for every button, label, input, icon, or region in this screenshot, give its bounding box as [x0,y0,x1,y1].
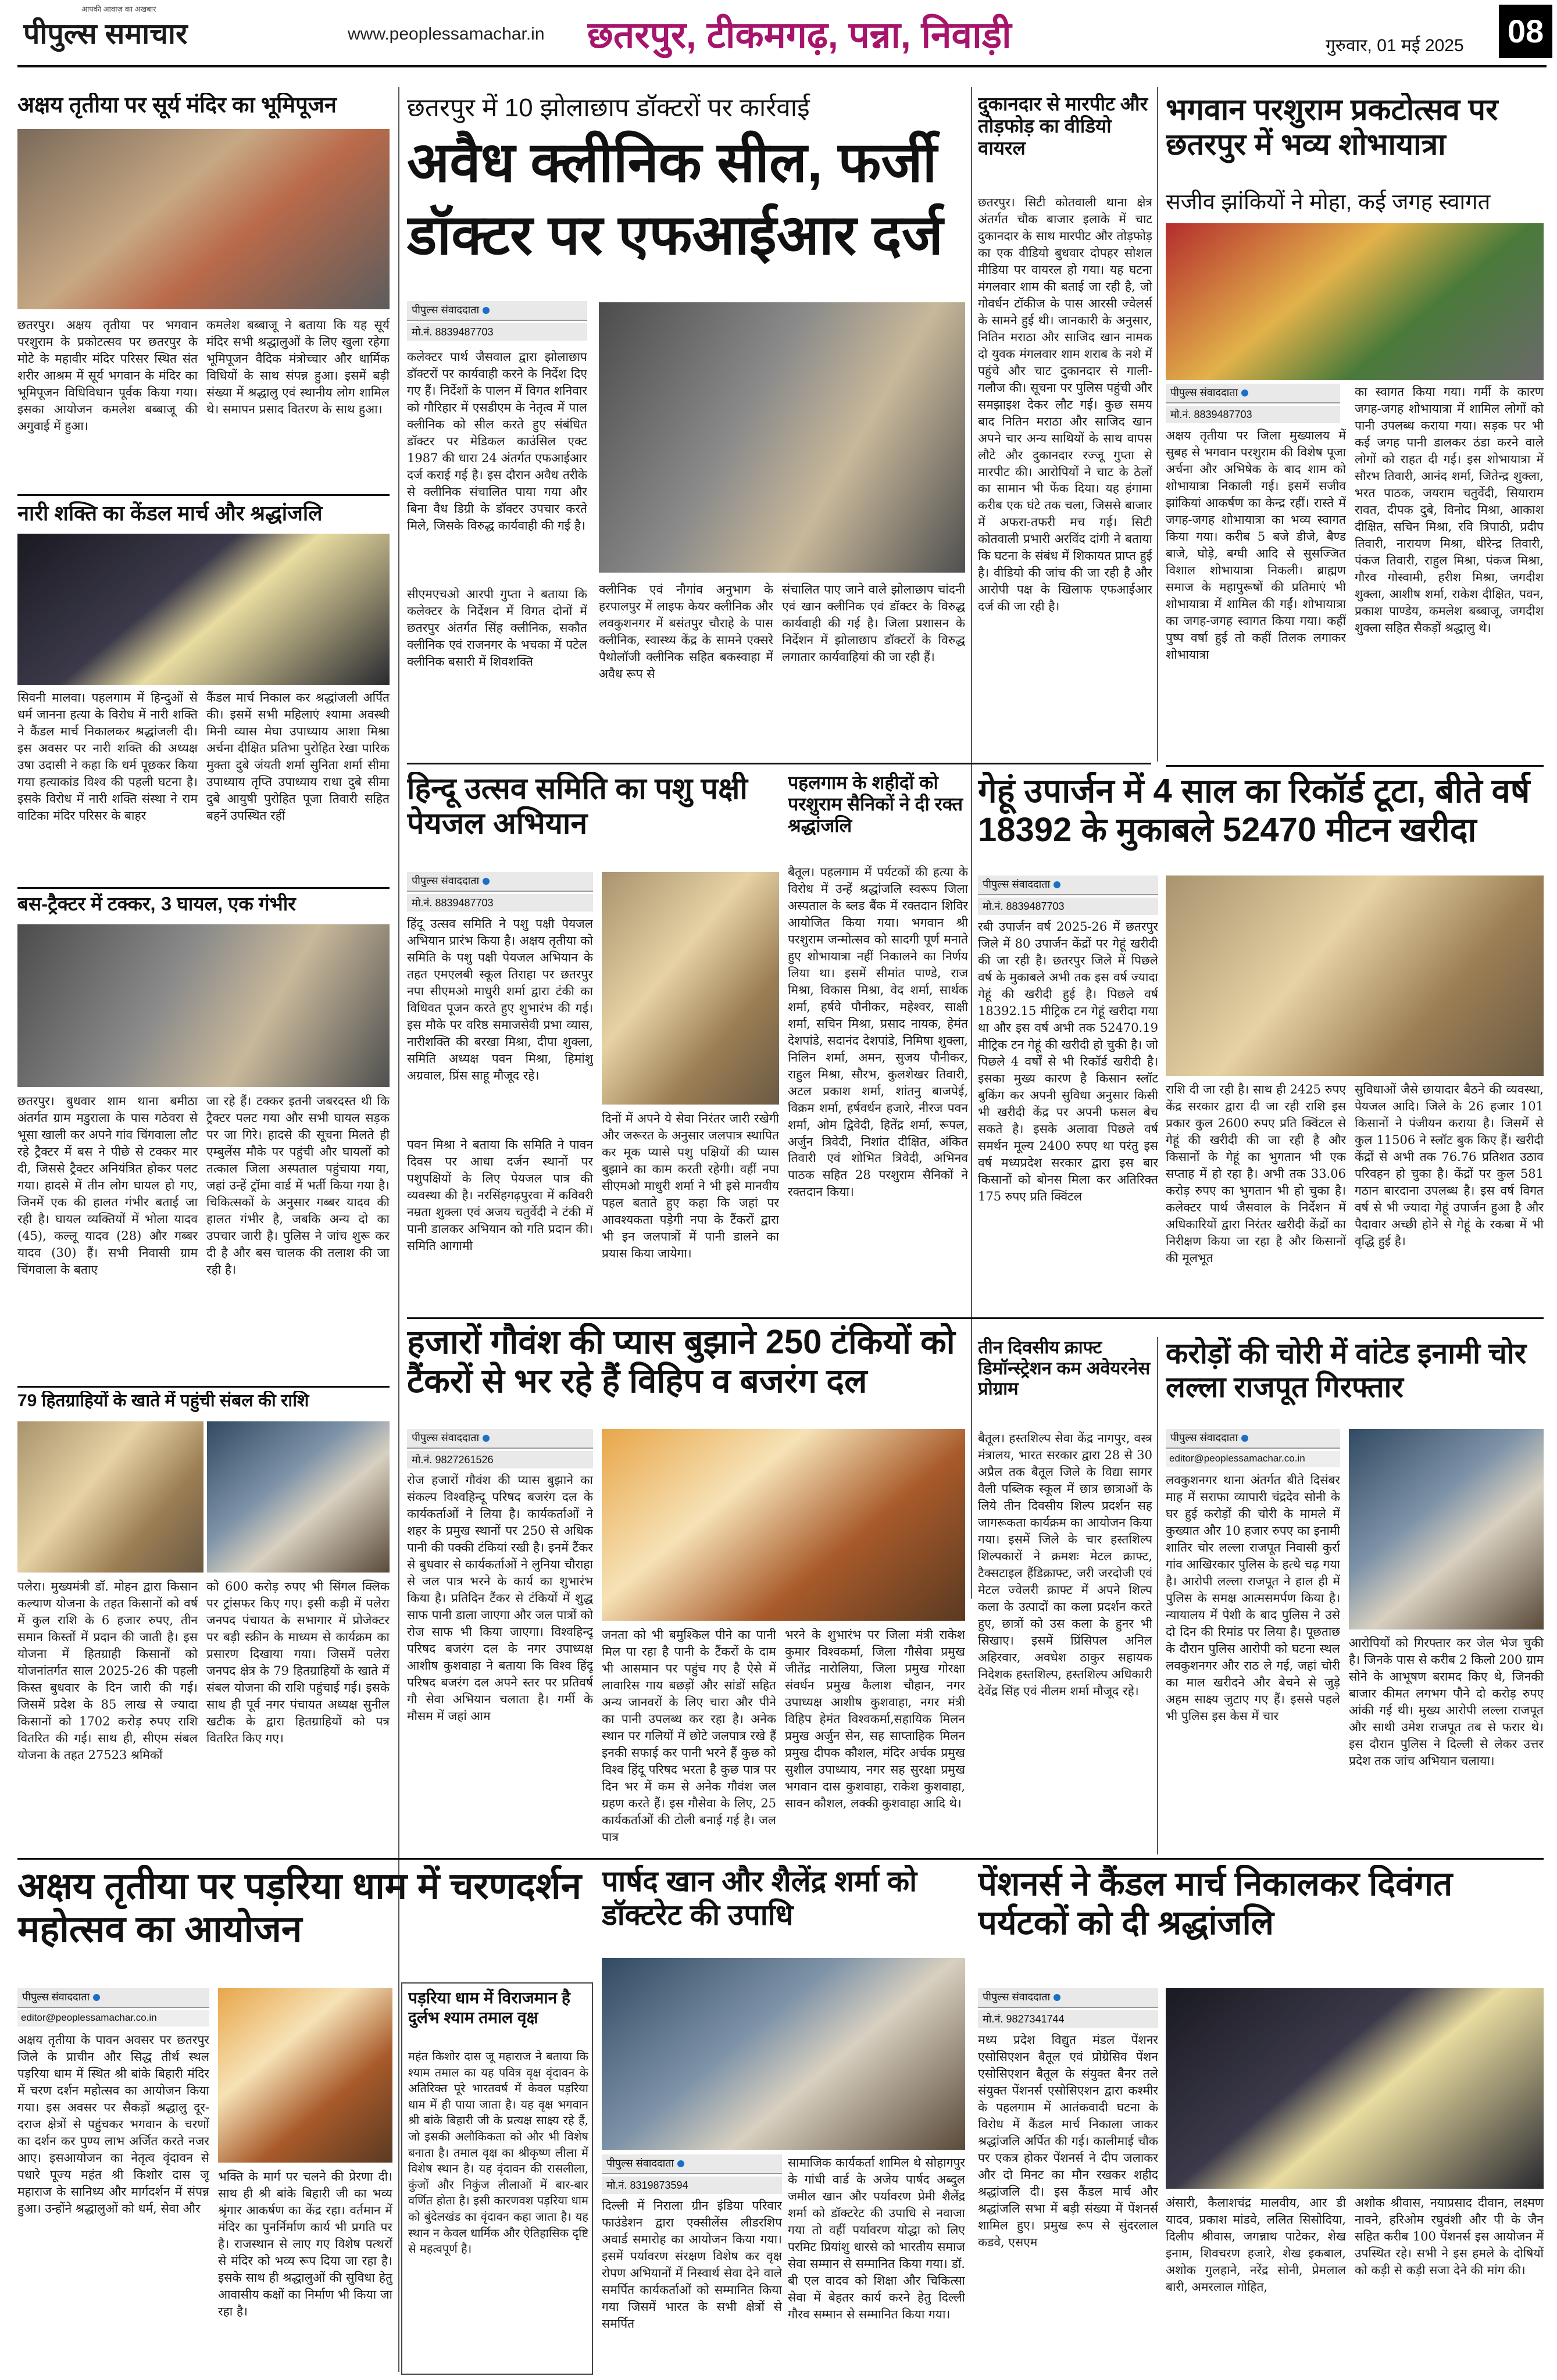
byline-dot-icon [483,1435,490,1442]
story-sambal-headline: 79 हितग्राहियों के खाते में पहुंची संबल की राशि [17,1391,309,1410]
story-divider [17,887,390,889]
story-gauvansh-text-b: जनता को भी बमुश्किल पीने का पानी मिल पा रहा है पानी के टैंकरों के दाम भी आसमान पर पहुंच गए है ऐसे में लावारिस गाय बछड़ों और सांडों सहित अन्य जानवरों के लिए चारा और पीने का पानी उपलब्ध कर रहा है। अनेक स्थान पर गलियों में छोटे जलपात्र रखे हैं इनकी सफाई कर पानी भरने हैं कुछ को विश्व हिंदू परिषद भरता है कुछ पात्र पर दिन भर में कम से अनेक गौवंश जल ग्रहण करते हैं। इस गौसेवा के लिए, 25 कार्यकर्ताओं की टोली बनाई गई है। जल पात्र [602,1628,776,1844]
story-pensioners-mob [978,2010,1158,2028]
byline-dot-icon [93,1994,100,2001]
story-chor-text-b: आरोपियों को गिरफ्तार कर जेल भेज चुकी है। जिनके पास से करीब 2 किलो 200 ग्राम सोने के आभूषण बरामद किए थे, जिनकी बाजार कीमत लगभग पौने दो करोड़ रुपए आंकी गई थी। मुख्य आरोपी लल्ला राजपूत और साथी उमेश राजपूत तब से फरार थे। इस दौरान पुलिस ने दिल्ली से लेकर उत्तर प्रदेश तक जांच अभियान चलाया। [1349,1636,1544,1768]
story-surya-mandir-text-a: छतरपुर। अक्षय तृतीया पर भगवान परशुराम के प्रकोटत्सव पर छतरपुर के मोटे के महावीर मंदिर परिसर स्थित संत शरीर आश्रम में सूर्य भगवान के मंदिर का भूमिपूजन विधिविधान पूर्वक किया गया। इसका आयोजन कमलेश बब्बाजू की अगुवाई में हुआ। [17,318,198,433]
story-sambal-photo-1 [17,1421,203,1573]
mob-label: मो.नं. [412,326,433,338]
story-marpeet-headline: दुकानदार से मारपीट और तोड़फोड़ का वीडियो वायरल [978,93,1148,159]
story-wheat-headline: गेहूं उपार्जन में 4 साल का रिकॉर्ड टूटा, बीते वर्ष 18392 के मुकाबले 52470 मीटन खरीदा [978,772,1530,849]
story-divider [17,1386,390,1388]
story-naari-shakti-text-a: सिवनी मालवा। पहलगाम में हिन्दुओं से धर्म जानना हत्या के विरोध में नारी शक्ति ने कैंडल मार्च निकालकर श्रद्धांजली दी। इस अवसर पर नारी शक्ति की अध्यक्ष उषा उदासी ने कहा कि धर्म पूछकर किया गया हत्याकांड विश्व की पहली घटना है। इसके विरोध में नारी शक्ति संस्था ने राम वाटिका मंदिर परिसर के बाहर [17,691,198,823]
story-padriya-photo [218,1988,392,2163]
story-marpeet-text: छतरपुर। सिटी कोतवाली थाना क्षेत्र अंतर्गत चौक बाजार इलाके में चाट दुकानदार के साथ मारपीट और तोड़फोड़ का एक वीडियो बुधवार दोपहर सोशल मीडिया पर वायरल हो गया। यह घटना मंगलवार शाम की बताई जा रही है, जो गोवर्धन टॉकीज के पास आरसी ज्वेलर्स के सामने हुई थी। जानकारी के अनुसार, नितिन मराठा और साजिद खान नामक दो युवक मंगलवार शाम शराब के नशे में पहुंचे और चाट दुकानदार से गाली-गलौज की। सूचना पर पुलिस पहुंची और समझाइश देकर लौट गई। कुछ समय बाद नितिन मराठा और साजिद खान अपने चार अन्य साथियों के साथ वापस लौटे और दुकानदार रज्जू गुप्ता से मारपीट की। आरोपियों ने चाट के ठेलों का सामान भी फेंक दिया। यह हंगामा करीब एक घंटे तक चला, जिससे बाजार में अफरा-तफरी मच गई। सिटी कोतवाली प्रभारी अरविंद दांगी ने बताया कि घटना के संबंध में शिकायत प्राप्त हुई है। वीडियो की जांच की जा रही है और आरोपी पक्ष के खिलाफ एफआईआर दर्ज की जा रही है। [978,195,1152,614]
story-parshuram-photo [1166,223,1544,380]
story-divider [17,1858,1544,1860]
masthead-logo: पीपुल्स समाचार [23,17,188,50]
story-wheat-photo [1166,875,1544,1076]
story-doctorate-text-a: दिल्ली में निराला ग्रीन इंडिया परिवार फाउंडेशन द्वारा एक्सीलेंस लीडरशिप अवार्ड समारोह का आयोजन किया गया। इसमें पर्यावरण संरक्षण विशेष कर वृक्ष रोपण अभियानों में निस्वार्थ सेवा देने वाले समर्पित कार्यकर्ताओं को सम्मानित किया गया जिसमें भारत के सभी क्षेत्रों से समर्पित [602,2199,782,2331]
story-wheat-mob [978,898,1158,915]
story-wheat-text-a: रबी उपार्जन वर्ष 2025-26 में छतरपुर जिले में 80 उपार्जन केंद्रों पर गेहूं खरीदी की जा रही है। छतरपुर जिले में पिछले वर्ष के मुकाबले अभी तक इस वर्ष ज्यादा गेहूं की खरीदी हुई है। पिछले वर्ष 18392.15 मीट्रिक टन गेहूं खरीदा गया था और इस वर्ष अभी तक 52470.19 मीट्रिक टन गेहूं की खरीदी हो चुकी है। जो पिछले 4 वर्षों से भी रिकॉर्ड खरीदी है। इसका मुख्य कारण है किसान स्लॉट बुकिंग कर अपनी सुविधा अनुसार किसी भी खरीदी केंद्र पर अपनी फसल बेच सकते है। इसके अलावा पिछले वर्ष समर्थन मूल्य 2400 रुपए था परंतु इस वर्ष मध्यप्रदेश सरकार द्वारा इस बार किसानों को बोनस मिला कर अतिरिक्त 175 रुपए प्रति क्विंटल [978,920,1158,1203]
masthead-tagline: आपकी आवाज़ का अखबार [81,5,156,13]
byline-dot-icon [1241,389,1248,396]
byline-reporter: पीपुल्स संवाददाता [22,1991,90,2003]
story-surya-mandir-headline: अक्षय तृतीया पर सूर्य मंदिर का भूमिपूजन [17,93,337,117]
story-gauvansh-byline [407,1429,593,1449]
lead-text-a: कलेक्टर पार्थ जैसवाल द्वारा झोलाछाप डॉक्टरों पर कार्यवाही करने के निर्देश दिए गए हैं। निर्देशों के पालन में विगत शनिवार को गौरिहार में एसडीएम के नेतृत्व में पाल क्लीनिक को सील करते हुए संबंधित डॉक्टर पर मेडिकल काउंसिल एक्ट 1987 की धारा 24 अंतर्गत एफआईआर दर्ज कराई गई है। इस दौरान अवैध तरीके से क्लीनिक संचालित पाया गया और बिना वैध डिग्री के डॉक्टर उपचार करते मिले, जिसके विरुद्ध कार्यवाही की गई है। [407,350,587,533]
column-rule [971,87,972,1599]
mob-label: मो.नं. [983,900,1004,912]
story-divider [17,494,390,496]
story-gauvansh-text-a: रोज हजारों गौवंश की प्यास बुझाने का संकल्प विश्वहिन्दू परिषद बजरंग दल के कार्यकर्ताओं ने लिया है। कार्यकर्ताओं ने शहर के प्रमुख स्थानों पर 250 से अधिक पानी की पक्की टंकियां रखी है। इनमें टैंकर से बुधवार से कार्यकर्ताओं ने लुनिया चौराहा से जल पात्र भरने के कार्य का शुभारंभ किया है। प्रतिदिन टैंकर से टंकियों में शुद्ध साफ पानी डाला जाएगा और जल पात्रों को रोज साफ भी किया जाएगा। विश्वहिन्दू परिषद बजरंग दल के नगर उपाध्यक्ष आशीष कुशवाहा ने बताया कि विश्व हिंदू परिषद बजरंग दल अपने स्तर पर प्रतिवर्ष गौ सेवा अभियान चलाता है। गर्मी के मौसम में जहां आम [407,1473,593,1723]
lead-headline: अवैध क्लीनिक सील, फर्जी डॉक्टर पर एफआईआर दर्ज [407,131,943,266]
story-pensioners-text-b: अंसारी, कैलाशचंद्र मालवीय, आर डी यादव, प्रकाश मांडवे, ललित सिसोदिया, दिलीप श्रीवास, जगन्नाथ पाटेकर, शेख इनाम, शिवचरण हजारे, शेख इकबाल, अशोक गुलहाने, नरेंद्र सोनी, प्रेमलाल बारी, अमरलाल गोहित, [1166,2196,1346,2294]
lead-text-b: सीएमएचओ आरपी गुप्ता ने बताया कि कलेक्टर के निर्देशन में विगत दोनों में छतरपुर अंतर्गत सिंह क्लीनिक, सकौत क्लीनिक एवं राजनगर के भचका में पटेल क्लीनिक बसारी में शिवशक्ति [407,587,587,669]
mob-number: 8839487703 [435,897,494,909]
story-pensioners-photo [1166,1988,1544,2189]
page-number: 08 [1499,5,1552,58]
story-gauvansh-mob [407,1451,593,1468]
story-pahalgam-headline: पहलगाम के शहीदों को परशुराम सैनिकों ने दी रक्त श्रद्धांजलि [788,772,963,836]
sidebar-headline: पड़रिया धाम में विराजमान है दुर्लभ श्याम तमाल वृक्ष [408,1989,570,2027]
mob-label: मो.नं. [606,2179,627,2191]
masthead-date: गुरुवार, 01 मई 2025 [1326,36,1464,55]
lead-kicker: छतरपुर में 10 झोलाछाप डॉक्टरों पर कार्रवाई [407,94,810,122]
masthead-places: छतरपुर, टीकमगढ़, पन्ना, निवाड़ी [587,14,1012,56]
story-chor-email[interactable]: editor@peoplessamachar.co.in [1166,1451,1340,1467]
story-bus-tractor-text-a: छतरपुर। बुधवार शाम थाना बमीठा अंतर्गत ग्राम मडुराला के पास गठेवरा से भूसा खाली कर अपने गांव चिंगवाला लौट रहे ट्रैक्टर में बस ने पीछे से टक्कर मार दी, जिससे ट्रैक्टर अनियंत्रित होकर पलट गया। हादसे में तीन लोग घायल हो गए, जिनमें एक की हालत गंभीर बताई जा रही है। घायल व्यक्तियों में भोला यादव (45), कल्लू यादव (28) और गब्बर यादव (30) हैं। सभी निवासी ग्राम चिंगवाला के बताए [17,1094,198,1277]
byline-reporter: पीपुल्स संवाददाता [606,2157,674,2169]
story-pahalgam-text: बैतूल। पहलगाम में पर्यटकों की हत्या के विरोध में उन्हें श्रद्धांजलि स्वरूप जिला अस्पताल के ब्लड बैंक में रक्तदान शिविर आयोजित किया गया। भगवान श्री परशुराम जन्मोत्सव को सादगी पूर्ण मनाते हुए शोभायात्रा नहीं निकालने का निर्णय लिया था। इसमें सीमांत पाण्डे, राज मिश्रा, विकास मिश्रा, वेद शर्मा, सार्थक शर्मा, हर्षवे पौनीकर, महेश्वर, साक्षी शर्मा, सचिन मिश्रा, प्रसाद नायक, हेमंत देशपांडे, सदानंद देशपांडे, निमिषा शुक्ला, निलिन शर्मा, अमन, सुजय पौनीकर, राहुल मिश्रा, सौरभ, कुलशेखर तिवारी, अटल प्रकाश शर्मा, शांतनु बाजपेई, विक्रम शर्मा, हर्षवर्धन हजारे, नीरज पवन शर्मा, ओम द्विवेदी, हितेंद्र शर्मा, रूपल, अर्जुन त्रिवेदी, निशांत दीक्षित, अंकित तिवारी एवं शोभित त्रिवेदी, अभिनव पाठक सहित 28 परशुराम सैनिकों ने रक्तदान किया। [788,865,968,1199]
story-pashu-text-b: पवन मिश्रा ने बताया कि समिति ने पावन दिवस पर आधा दर्जन स्थानों पर पशुपक्षियों के लिए पेयजल पात्र की व्यवस्था की है। नरसिंहगढ़पुरवा में कविवरी नम्रता शुक्ला एवं अजय चतुर्वेदी ने टंकी में पानी डालकर अभियान को गति प्रदान की। समिति आगामी [407,1138,593,1253]
story-divider [407,1317,1544,1319]
story-surya-mandir-photo [17,129,390,309]
column-rule [1157,87,1158,762]
column-rule [398,87,399,2372]
column-rule [1157,1337,1158,1854]
byline-dot-icon [483,878,490,885]
story-doctorate-text-b: सामाजिक कार्यकर्ता शामिल थे सोहागपुर के गांधी वार्ड के अजेय पार्षद अब्दुल जमील खान और पर्यावरण प्रेमी शैलेंद्र शर्मा को डॉक्टरेट की उपाधि से नवाजा गया तो वहीं पर्यावरण योद्धा को लिए परमिट प्रियांशु धारसे को भारतीय समाज सेवा सम्मान से सम्मानित किया गया। डॉ. बी एल वादव को शिक्षा और चिकित्सा सेवा में बेहतर कार्य करने हेतु दिल्ली गौरव सम्मान से सम्मानित किया गया। [788,2156,965,2321]
story-padriya-headline: अक्षय तृतीया पर पड़रिया धाम में चरणदर्शन महोत्सव का आयोजन [17,1865,581,1950]
sidebar-text: महंत किशोर दास जू महाराज ने बताया कि श्याम तमाल का यह पवित्र वृक्ष वृंदावन के अतिरिक्त पूरे भारतवर्ष में केवल पड़रिया धाम में ही पाया जाता है। यह वृक्ष भगवान श्री बांके बिहारी जी के प्रत्यक्ष साक्ष्य रहे हैं, जो इसकी अलौकिकता को और भी विशेष बनाता है। तमाल वृक्ष का श्रीकृष्ण लीला में विशेष स्थान है। यह वृंदावन की रासलीला, कुंजों और निकुंज लीलाओं में बार-बार वर्णित होता है। इसी कारणवश पड़रिया धाम को बुंदेलखंड का वृंदावन कहा जाता है। यह स्थान न केवल धार्मिक और ऐतिहासिक दृष्टि से महत्वपूर्ण है। [408,2049,588,2256]
mob-label: मो.नं. [1170,409,1191,420]
story-bus-tractor-photo [17,924,390,1087]
story-gauvansh-headline: हजारों गौवंश की प्यास बुझाने 250 टंकियों को टैंकरों से भर रहे हैं विहिप व बजरंग दल [407,1323,955,1400]
story-naari-shakti-headline: नारी शक्ति का केंडल मार्च और श्रद्धांजलि [17,501,323,525]
story-sambal-text-b: को 600 करोड़ रुपए भी सिंगल क्लिक पर ट्रांसफर किए गए। इसी कड़ी में पलेरा जनपद पंचायत के सभागार में प्रोजेक्टर पर बड़ी स्क्रीन के माध्यम से कार्यक्रम का प्रसारण दिखाया गया। जिसमें पलेरा जनपद क्षेत्र के 79 हितग्राहियों के खाते में संबल योजना की राशि पहुंचाई गई। इसके साथ ही पूर्व नगर पंचायत अध्यक्ष सुनील खटीक के द्वारा हितग्राहियों को पत्र वितरित किए गए। [206,1579,390,1745]
byline-dot-icon [677,2160,684,2167]
masthead-url[interactable]: www.peoplessamachar.in [348,24,545,44]
story-parshuram-byline [1166,384,1340,403]
mob-number: 8839487703 [1194,409,1252,420]
byline-dot-icon [483,307,490,314]
story-pashu-text-a: हिंदू उत्सव समिति ने पशु पक्षी पेयजल अभियान प्रारंभ किया है। अक्षय तृतीया को समिति के पशु पक्षी पेयजल अभियान के तहत एमएलबी स्कूल तिराहा पर छतरपुर नपा सीएमओ माधुरी शर्मा द्वारा टंकी का विधिवत पूजन करते हुए शुभारंभ की गई। इस मौके पर वरिष्ठ समाजसेवी प्रभा व्यास, नारीशक्ति की बरखा मिश्रा, दीपा शुक्ला, समिति अध्यक्ष पवन मिश्रा, हिमांशु अग्रवाल, प्रिंस साहू मौजूद रहे। [407,917,593,1082]
story-doctorate-byline [602,2154,782,2174]
story-padriya-text-b: भक्ति के मार्ग पर चलने की प्रेरणा दी। साथ ही श्री बांके बिहारी जी का भव्य श्रृंगार आकर्षण का केंद्र रहा। वर्तमान में मंदिर का पुनर्निर्माण कार्य भी प्रगति पर है। राजस्थान से लाए गए विशेष पत्थरों से मंदिर को भव्य रूप दिया जा रहा है। इसके साथ ही श्रद्धालुओं की सुविधा हेतु आवासीय कक्षों का निर्माण भी किया जा रहा है। [218,2170,392,2318]
story-parshuram-kicker: सजीव झांकियों ने मोहा, कई जगह स्वागत [1166,190,1491,215]
mob-label: मो.नं. [412,1454,433,1466]
byline-reporter: पीपुल्स संवाददाता [983,878,1051,890]
byline-reporter: पीपुल्स संवाददाता [412,875,480,887]
story-bus-tractor-headline: बस-ट्रैक्टर में टक्कर, 3 घायल, एक गंभीर [17,893,296,914]
story-padriya-email[interactable]: editor@peoplessamachar.co.in [17,2010,209,2027]
story-parshuram-headline: भगवान परशुराम प्रकटोत्सव पर छतरपुर में भव्य शोभायात्रा [1166,93,1498,162]
masthead [0,0,1557,65]
lead-text-c: क्लीनिक एवं नौगांव अनुभाग के हरपालपुर में लाइफ केयर क्लीनिक और लवकुशनगर में बसंतपुर चौराहे के पास क्लीनिक, स्वास्थ्य केंद्र के सामने एक्सरे पैथोलॉजी क्लीनिक सहित बकस्वाहा में अवैध रूप से [599,583,773,681]
lead-byline [407,301,587,321]
story-chor-byline [1166,1429,1340,1449]
story-padriya-sidebar [401,1982,593,2375]
story-chor-photo [1349,1429,1544,1629]
mob-number: 8319873594 [630,2179,688,2191]
story-pashu-photo [602,872,779,1105]
lead-text-d: संचालित पाए जाने वाले झोलाछाप चांदनी एवं खान क्लीनिक एवं डॉक्टर के विरुद्ध कार्यवाही की गई है। जिला प्रशासन के निर्देशन में झोलाछाप डॉक्टरों के विरुद्ध लगातार कार्यवाहियां की जा रही हैं। [782,583,965,664]
mob-label: मो.नं. [983,2013,1004,2025]
mob-number: 8839487703 [435,326,494,338]
story-parshuram-text-a: अक्षय तृतीया पर जिला मुख्यालय में सुबह से भगवान परशुराम की विशेष पूजा अर्चना और अभिषेक के बाद शाम को शोभायात्रा निकाली गई। इसमें सजीव झांकियां आकर्षण का केन्द्र रहीं। रास्ते में जगह-जगह शोभायात्रा का भव्य स्वागत किया गया। करीब 5 बजे डीजे, बैण्ड बाजे, घोड़े, बग्घी आदि से सुसज्जित विशाल शोभायात्रा निकली। ब्राह्मण समाज के महापुरूषों की प्रतिमाएं भी शोभायात्रा में शामिल की गईं। शोभायात्रा का जगह-जगह स्वागत किया गया। कहीं पुष्प वर्षा हुई तो कहीं तिलक लगाकर शोभायात्रा [1166,428,1346,662]
story-pashu-mob [407,894,593,912]
masthead-rule [17,65,1547,67]
story-padriya-text-a: अक्षय तृतीया के पावन अवसर पर छतरपुर जिले के प्राचीन और सिद्ध तीर्थ स्थल पड़रिया धाम में स्थित श्री बांके बिहारी मंदिर में चरण दर्शन महोत्सव का आयोजन किया गया। इस अवसर पर सैकड़ों श्रद्धालु दूर-दराज क्षेत्रों से पहुंचकर भगवान के चरणों का दर्शन कर पुण्य लाभ अर्जित करते नजर आए। इसआयोजन का नेतृत्व वृंदावन से पधारे पूज्य महंत श्री किशोर दास जू महाराज के सानिध्य और मार्गदर्शन में संपन्न हुआ। उन्होंने श्रद्धालुओं को धर्म, सेवा और [17,2033,209,2215]
story-pensioners-text-c: अशोक श्रीवास, नयाप्रसाद दीवान, लक्ष्मण नावने, हरिओम रघुवंशी और पी के जैन सहित करीब 100 पेंशनर्स इस आयोजन में उपस्थित रहे। सभी ने इस हमले के दोषियों को कड़ी से कड़ी सजा देने की मांग की। [1355,2196,1544,2277]
story-padriya-byline [17,1988,209,2008]
story-doctorate-mob [602,2177,782,2194]
story-gauvansh-photo [602,1429,965,1621]
story-sambal-photo-2 [207,1421,390,1573]
story-doctorate-headline: पार्षद खान और शैलेंद्र शर्मा को डॉक्टरेट की उपाधि [602,1865,917,1931]
story-surya-mandir-text-b: कमलेश बब्बाजू ने बताया कि यह सूर्य मंदिर सभी श्रद्धालुओं के लिए खुला रहेगा भूमिपूजन वैदिक मंत्रोच्चार और धार्मिक विधियों के साथ संपन्न हुआ। इसमें बड़ी संख्या में श्रद्धालु एवं स्थानीय लोग शामिल थे। समापन प्रसाद वितरण के साथ हुआ। [206,318,390,416]
story-craft-headline: तीन दिवसीय क्राफ्ट डिमॉन्स्ट्रेशन कम अवेयरनेस प्रोग्राम [978,1337,1151,1399]
story-pensioners-headline: पेंशनर्स ने कैंडल मार्च निकालकर दिवंगत पर्यटकों को दी श्रद्धांजलि [978,1865,1453,1942]
mob-number: 9827341744 [1006,2013,1065,2025]
mob-number: 8839487703 [1006,900,1065,912]
story-chor-text-a: लवकुशनगर थाना अंतर्गत बीते दिसंबर माह में सराफा व्यापारी चंद्रदेव सोनी के घर हुई करोड़ों की चोरी के मामले में कुख्यात और 10 हजार रुपए का इनामी शातिर चोर लल्ला राजपूत निवासी कुर्रा गांव आखिरकार पुलिस के हत्थे चढ़ गया है। आरोपी लल्ला राजपूत ने हाल ही में पुलिस के समक्ष आत्मसमर्पण किया है। न्यायालय में पेशी के बाद पुलिस ने उसे दो दिन की रिमांड पर लिया है। पूछताछ के दौरान पुलिस आरोपी को घटना स्थल लवकुशनगर और राठ ले गई, जहां चोरी का माल खरीदने और बेचने से जुड़े अहम साक्ष्य जुटाए गए हैं। इससे पहले भी पुलिस इस केस में चार [1166,1473,1340,1723]
story-divider [407,763,1151,764]
story-wheat-text-b: राशि दी जा रही है। साथ ही 2425 रुपए केंद्र सरकार द्वारा दी जा रही राशि इस प्रकार कुल 2600 रुपए प्रति क्विंटल से गेहूं की खरीदी की जा रही है और किसानों के गेहूं का भुगतान भी एक सप्ताह में हो रहा है। अभी तक 33.06 करोड़ रुपए का भुगतान भी हो चुका है। कलेक्टर पार्थ जैसवाल के निर्देशन में अधिकारियों द्वारा निरंतर खरीदी केंद्रों का निरीक्षण किया जा रहा है और किसानों की मूलभूत [1166,1082,1346,1265]
story-pensioners-text-a: मध्य प्रदेश विद्युत मंडल पेंशनर एसोसिएशन बैतूल एवं प्रोग्रेसिव पेंशन एसोसिएशन बैतूल के संयुक्त बैनर तले संयुक्त पेंशनर्स एसोसिएशन द्वारा कश्मीर के पहलगाम में आतंकवादी घटना के विरोध में कैंडल मार्च निकाला जाकर श्रद्धांजलि अर्पित की गई। कालीमाई चौक पर एकत्र होकर पेंशनर्स ने दीप जलाकर और दो मिनट का मौन रखकर शहीद श्रद्धांजलि दी। इस कैंडल मार्च और श्रद्धांजलि सभा में बड़ी संख्या में पेंशनर्स शामिल हुए। प्रमुख रूप से सुंदरलाल कडवे, एसएम [978,2033,1158,2249]
story-gauvansh-text-c: भरने के शुभारंभ पर जिला मंत्री राकेश कुमार विश्वकर्मा, जिला गौसेवा प्रमुख जीतेंद्र नारोलिया, जिला प्रमुख गोरक्षा संवर्धन प्रमुख कैलाश चौहान, नगर उपाध्यक्ष आशीष कुशवाहा, नगर मंत्री विहिप हेमंत विश्वकर्मा,सहायिक मिलन प्रमुख अर्जुन सेन, सह साप्ताहिक मिलन प्रमुख दीपक कौशल, मंदिर अर्चक प्रमुख सुशील उपाध्याय, नगर सह सुरक्षा प्रमुख भगवान दास कुशवाहा, राकेश कुशवाहा, सावन कौशल, लक्की कुशवाहा आदि थे। [785,1628,965,1810]
story-pashu-headline: हिन्दू उत्सव समिति का पशु पक्षी पेयजल अभियान [407,772,748,841]
story-divider [1166,765,1544,767]
story-pashu-text-c: दिनों में अपने ये सेवा निरंतर जारी रखेगी और जरूरत के अनुसार जलपात्र स्थापित कर मूक प्यासे पशु पक्षियों की प्यास बुझाने का काम करती रहेगी। वहीं नपा सीएमओ माधुरी शर्मा ने भी इसे मानवीय पहल बताते हुए कहा कि जहां पर आवश्यकता पड़ेगी नपा के टैंकरों द्वारा भी इन जलपात्रों में पानी डालने का प्रयास किया जायेगा। [602,1112,779,1260]
story-parshuram-mob [1166,406,1340,423]
mob-label: मो.नं. [412,897,433,909]
byline-reporter: पीपुल्स संवाददाता [1170,387,1238,398]
byline-reporter: पीपुल्स संवाददाता [1170,1432,1238,1443]
story-pashu-byline [407,872,593,892]
byline-reporter: पीपुल्स संवाददाता [412,304,480,316]
story-chor-headline: करोड़ों की चोरी में वांटेड इनामी चोर लल्ला राजपूत गिरफ्तार [1166,1337,1527,1403]
story-pensioners-byline [978,1988,1158,2008]
byline-dot-icon [1054,1994,1060,2001]
story-wheat-byline [978,875,1158,895]
byline-dot-icon [1054,881,1060,888]
byline-reporter: पीपुल्स संवाददाता [412,1432,480,1443]
byline-reporter: पीपुल्स संवाददाता [983,1991,1051,2003]
story-sambal-text-a: पलेरा। मुख्यमंत्री डॉ. मोहन द्वारा किसान कल्याण योजना के तहत किसानों को वर्ष में कुल राशि के 6 हजार रुपए, तीन समान किस्तों में प्रदान की जाती है। इस योजना में हितग्राही किसानों को योजनांतर्गत साल 2025-26 की पहली किस्त बुधवार के दिन जारी की गई। जिसमें प्रदेश के 85 लाख से ज्यादा किसानों को 1702 करोड़ रुपए राशि वितरित की गई। साथ ही, सीएम संबल योजना के तहत 27523 श्रमिकों [17,1579,198,1762]
story-naari-shakti-text-b: कैंडल मार्च निकाल कर श्रद्धांजली अर्पित की। इसमें सभी महिलाएं श्यामा अवस्थी मिनी व्यास मेघा उपाध्याय आशा मिश्रा अर्चना दीक्षित प्रतिभा पुरोहित रेखा पारिक मुक्ता दुबे जंयती शर्मा सुनिता शर्मा सीमा उपाध्याय तृप्ति उपाध्याय राधा दुबे सीमा दुबे आयुषी पुरोहित पूजा तिवारी सहित बहनें उपस्थित रहीं [206,691,390,823]
story-wheat-text-c: सुविधाओं जैसे छायादार बैठने की व्यवस्था, पेयजल आदि। जिले के 26 हजार 101 किसानों ने पंजीयन कराया है। जिसमें से कुल 11506 ने स्लॉट बुक किए हैं। खरीदी केंद्रों से अभी तक 76.76 प्रतिशत उठाव परिवहन हो चुका है। केंद्रों पर कुल 581 गठान बारदाना उपलब्ध है। इस वर्ष विगत वर्ष से भी ज्यादा गेहूं उपार्जन हुआ है और पैदावार अच्छी होने से गेहूं के रकबा में भी वृद्धि हुई है। [1355,1082,1544,1248]
byline-dot-icon [1241,1435,1248,1442]
lead-mob [407,323,587,341]
story-bus-tractor-text-b: जा रहे हैं। टक्कर इतनी जबरदस्त थी कि ट्रैक्टर पलट गया और सभी घायल सड़क पर जा गिरे। हादसे की सूचना मिलते ही एम्बुलेंस मौके पर पहुंची और घायलों को तत्काल जिला अस्पताल पहुंचाया गया, जहां उन्हें ट्रॉमा वार्ड में भर्ती किया गया है। चिकित्सकों के अनुसार गब्बर यादव की हालत गंभीर है, जबकि अन्य दो का उपचार जारी है। पुलिस ने जांच शुरू कर दी है और बस चालक की तलाश की जा रही है। [206,1094,390,1277]
story-parshuram-text-b: का स्वागत किया गया। गर्मी के कारण जगह-जगह शोभायात्रा में शामिल लोगों को पानी उपलब्ध कराया गया। सड़क पर भी कई जगह पानी डालकर ठंडा करने वाले लोगों को राहत दी गई। इस शोभायात्रा में सौरभ तिवारी, आनंद शर्मा, जितेन्द्र शुक्ला, भरत पाठक, जयराम चतुर्वेदी, सियाराम रावत, दीपक दुबे, विनोद मिश्रा, आकाश दीक्षित, सचिन मिश्रा, रवि त्रिपाठी, प्रदीप तिवारी, नारायण मिश्रा, धीरेन्द्र तिवारी, पंकज तिवारी, राहुल मिश्रा, पंकज मिश्रा, गौरव गोस्वामी, हरीश मिश्रा, जगदीश शुक्ला, आशीष शर्मा, राकेश दीक्षित, पवन, प्रकाश पाण्डेय, कमलेश बब्बाजू, जगदीश शुक्ला सहित सैकड़ों श्रद्धालु थे। [1355,385,1544,635]
story-craft-text: बैतूल। हस्तशिल्प सेवा केंद्र नागपुर, वस्त्र मंत्रालय, भारत सरकार द्वारा 28 से 30 अप्रैल तक बैतूल जिले के विद्या सागर वैली पब्लिक स्कूल में छात्र छात्राओं के लिये तीन दिवसीय शिल्प प्रदर्शन सह जागरूकता कार्यक्रम का आयोजन किया गया। इसमें जिले के चार हस्तशिल्प शिल्पकारों ने क्रमशः मेटल क्राफ्ट, टैक्सटाइल हैंडिक्राफ्ट, जरी जरदोजी एवं मेटल ज्वेलरी क्राफ्ट में अपने शिल्प कला के उत्पादों का कला प्रदर्शन करते हुए, छात्रों को उस कला के हुनर भी सिखाए। इसमें प्रिंसिपल अनिल अहिरवार, अवधेश ठाकुर सहायक निदेशक हस्तशिल्प, हस्तशिल्प अधिकारी देवेंद्र सिंह एवं नीलम शर्मा मौजूद रहे। [978,1431,1152,1698]
story-doctorate-photo [602,1958,965,2150]
lead-photo [599,302,965,573]
mob-number: 9827261526 [435,1454,494,1466]
story-naari-shakti-photo [17,534,390,685]
